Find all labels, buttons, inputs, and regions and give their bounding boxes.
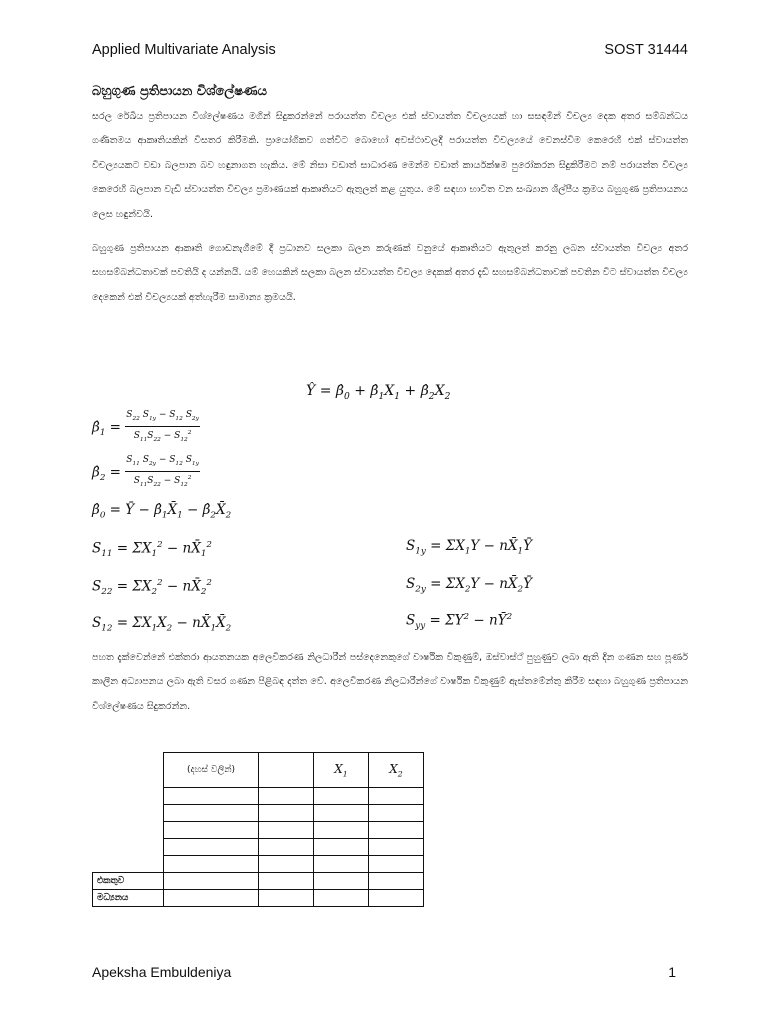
s12-formula: $S_{12} = \Sigma X_1X_2$ − $nX̄_1X̄_2$: [92, 615, 232, 634]
beta2-formula: $\betâ_2$ = $\frac{S_{11} S_{2y} - S_{12} S_{1y}}{S_{11}S_{22} - S_{12}^2}$: [92, 455, 199, 488]
table-row: [93, 805, 424, 822]
author-name: Apeksha Embuldeniya: [92, 964, 232, 980]
main-content: [92, 84, 688, 310]
s11-formula: $S_{11} = \Sigma X_1^2$ − $nX̄_1^2$: [92, 540, 212, 560]
row-label-total: එකතුව: [93, 873, 164, 890]
header-x2: $X_2$: [369, 753, 424, 788]
regression-model-equation: Ŷ = $\betâ_0$ + $\betâ_1X_1$ + $\betâ_2X_2$: [306, 383, 451, 402]
s2y-formula: $S_{2y} = \Sigma X_2Y$ − $nX̄_2Ȳ$: [406, 576, 533, 595]
header-unit: (දහස් වලින්): [164, 753, 259, 788]
syy-formula: $S_{yy} = \Sigma Y^2$ − $nȲ^2$: [406, 612, 513, 632]
beta0-formula: $\betâ_0$ = Ȳ − $\betâ_1X̄_1$ − $\betâ_2X̄_2$: [92, 502, 232, 521]
course-code: SOST 31444: [604, 42, 688, 58]
header-x1: $X_1$: [314, 753, 369, 788]
table-row: [93, 822, 424, 839]
table-row: [93, 788, 424, 805]
beta1-formula: $\betâ_1$ = $\frac{S_{22} S_{1y} - S_{12} S_{2y}}{S_{11}S_{22} - S_{12}^2}$: [92, 410, 199, 443]
row-label-mean: මධ්‍යනය: [93, 890, 164, 907]
table-row: [93, 856, 424, 873]
paragraph-2: බහුගුණ ප්‍රතිපායන ආකෘති ගොඩනැගීමේ දී ප්‍රධානව සලකා බලන කරුණක් වනුයේ ආකෘතියට ඇතුලත් කරනු ලබන ස්වායත්ත විචල්‍ය අතර සහසම්බන්ධතාවක් පවතියි ද යන්නයි. යම් හෙයකින් සලකා බලන ස්වායත්ත විචල්‍ය දෙකක් අතර දැඩි සහසම්බන්ධතාවක් පවතින විට ස්වායත්ත විචල්‍ය දෙකෙන් එක් විචල්‍යයක් අත්හැරීම සාමාන්‍ය ක්‍රමයයි.: [92, 243, 689, 303]
table-row-total: [93, 873, 424, 890]
sales-data-table: [92, 752, 424, 907]
table-header-row: [93, 753, 424, 788]
s22-formula: $S_{22} = \Sigma X_2^2$ − $nX̄_2^2$: [92, 578, 212, 598]
section-title: බහුගුණ ප්‍රතිපායන විශ්ලේෂණය: [92, 84, 267, 99]
s1y-formula: $S_{1y} = \Sigma X_1Y$ − $nX̄_1Ȳ$: [406, 538, 533, 557]
page-number: 1: [668, 964, 676, 980]
table-row: [93, 839, 424, 856]
course-title: Applied Multivariate Analysis: [92, 42, 276, 58]
paragraph-1: සරල රේඛීය ප්‍රතිපායන විශ්ලේෂණය මගින් සිදුකරන්නේ පරායත්ත විචල්‍ය එක් ස්වායත්ත විචල්‍යයක් හා සසඳමින් විචල්‍ය දෙක අතර සම්බන්ධය ගණිතමය ආකෘතියකින් විසතර කිරීමකි. ප්‍රායෝගිකව ගත්විට බොහෝ අවස්ථාවලදී පරායත්ත විචල්‍යයේ වෙනස්වීම කෙරෙහි එක් ස්වායත්ත විචල්‍යයකට වඩා බලපාන බව හඳුනාගත හැකිය. මේ නිසා වඩාත් සාධාරණ මෙන්ම වඩාත් කාර්යක්ෂම පුරෝකරන සිදුකිරීමට නම් පරායත්ත විචල්‍ය කෙරෙහි බලපාන වැඩි ස්වායත්ත විචල්‍ය ප්‍රමාණයක් ආකෘතියට ඇතුලත් කළ යුතුය. මේ සඳහා භාවිත වන සංඛ්‍යාන ශිල්පීය ක්‍රමය බහුගුණ ප්‍රතිපායනය ලෙස හඳුන්වයි.: [92, 111, 688, 220]
table-row-mean: [93, 890, 424, 907]
paragraph-3: පහත දැක්වෙන්නේ එක්තරා ආයතනයක අලෙවිකරණ නිලධාරීන් පස්දෙනෙකුගේ වාර්ෂික විකුණුම්, ඔස්වාස්ථ් පුහුණුව ලබා ඇති දින ගණන සහ පූර්ණ කාලීන අධ්‍යාපනය ලබා ඇති වසර ගණන පිළිබඳ දත්ත වේ. අලෙවිකරණ නිලධාරීන්ගේ වාර්ෂික විකුණුම් ඇස්තමේන්තු කිරීම සඳහා බහුගුණ ප්‍රතිපායන විශ්ලේෂණය සිදුකරන්න.: [92, 652, 688, 712]
